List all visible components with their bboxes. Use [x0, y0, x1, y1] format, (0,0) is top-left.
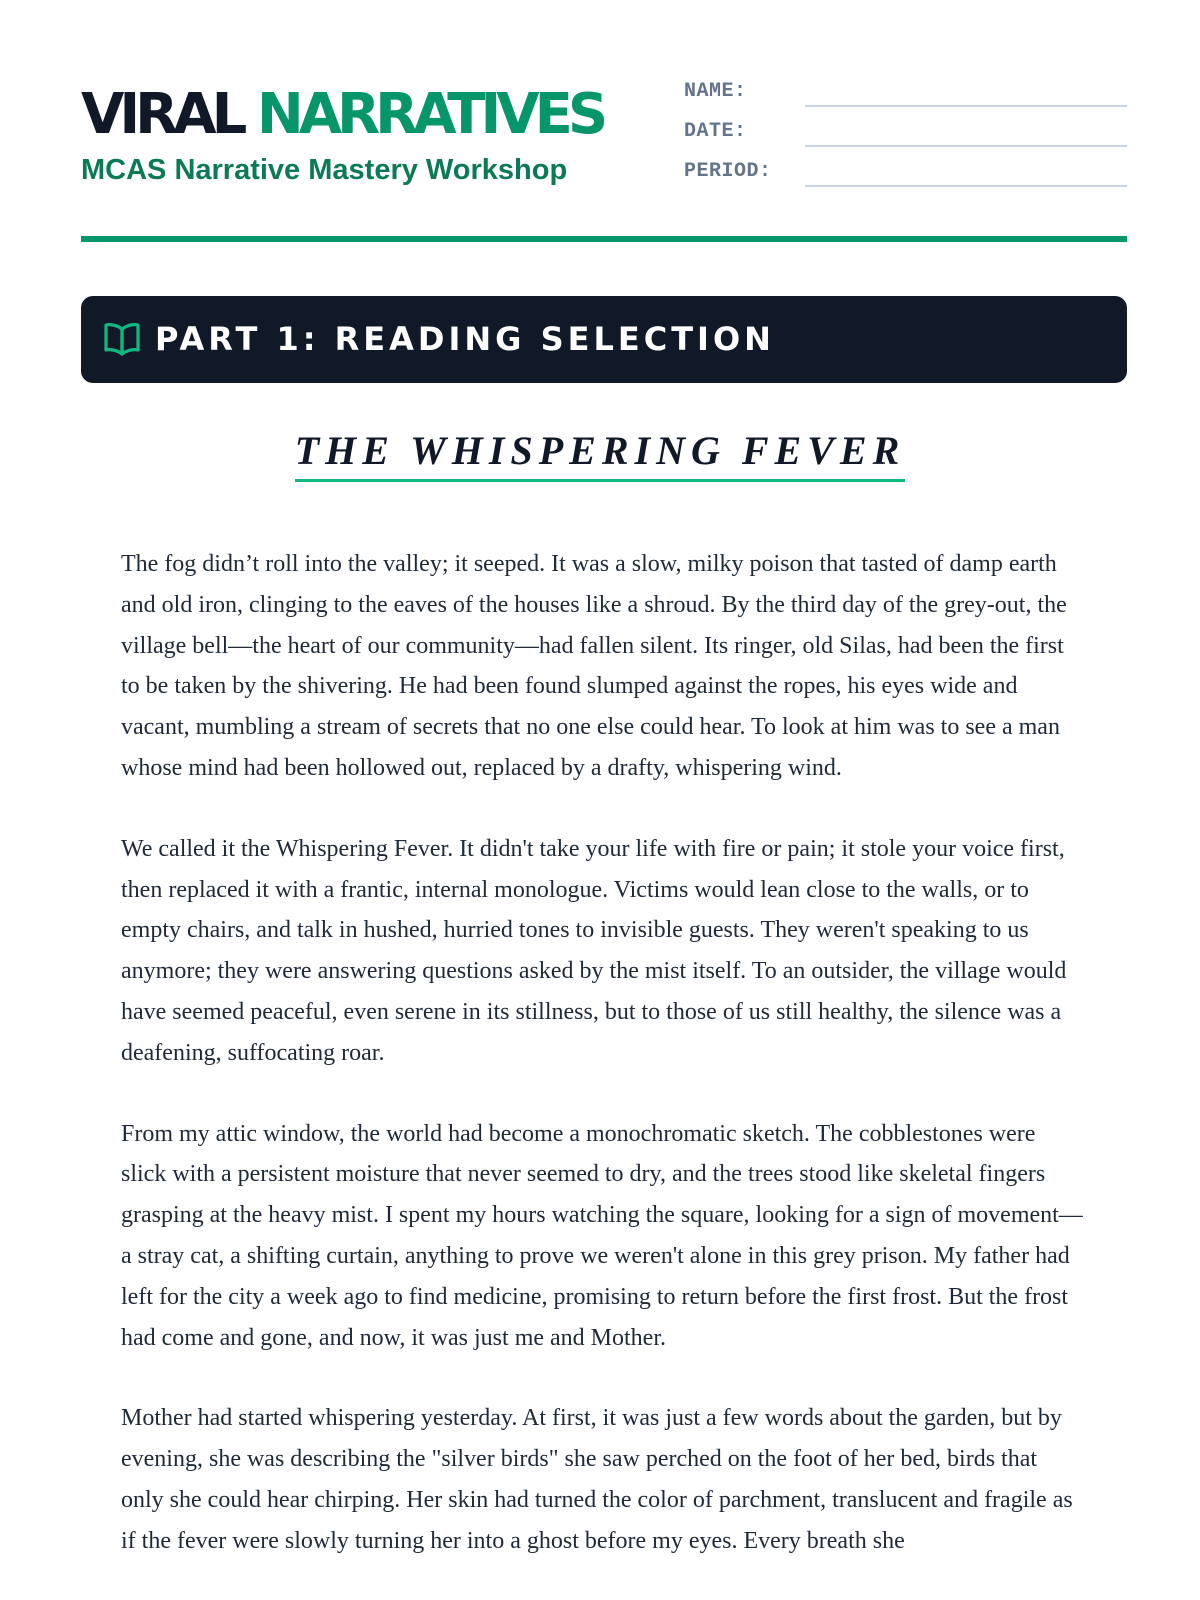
- workshop-subtitle: MCAS Narrative Mastery Workshop: [81, 154, 568, 186]
- story-paragraph: The fog didn’t roll into the valley; it seeped. It was a slow, milky poison that tasted of damp earth and old iron, clinging to the eaves of the houses like a shroud. By the third day of the grey-out, the village bell—the heart of our community—had fallen silent. Its ringer, old Silas, had been the first to be taken by the shivering. He had been found slumped against the ropes, his eyes wide and vacant, mumbling a stream of secrets that no one else could hear. To look at him was to see a man whose mind had been hollowed out, replaced by a drafty, whispering wind.: [121, 551, 1067, 781]
- student-info-fields: [684, 80, 1127, 200]
- period-write-line[interactable]: [805, 185, 1127, 187]
- date-write-line[interactable]: [805, 145, 1127, 147]
- period-field[interactable]: [684, 160, 1127, 200]
- open-book-icon: [103, 321, 141, 357]
- brand-title: [81, 84, 681, 146]
- story-body: [121, 544, 1085, 1600]
- section-banner: [81, 296, 1127, 383]
- worksheet-header: [81, 80, 1127, 190]
- story-title-wrapper: [0, 428, 1200, 482]
- brand-block: [81, 84, 681, 187]
- brand-title-word-2: NARRATIVES: [256, 82, 604, 147]
- brand-title-word-1: VIRAL: [81, 82, 243, 147]
- date-field[interactable]: [684, 120, 1127, 160]
- story-title: THE WHISPERING FEVER: [295, 428, 906, 482]
- story-paragraph: From my attic window, the world had become a monochromatic sketch. The cobblestones were slick with a persistent moisture that never seemed to dry, and the trees stood like skeletal fingers grasping at the heavy mist. I spent my hours watching the square, looking for a sign of movement—a stray cat, a shifting curtain, anything to prove we weren't alone in this grey prison. My father had left for the city a week ago to find medicine, promising to return before the first frost. But the frost had come and gone, and now, it was just me and Mother.: [121, 1120, 1083, 1351]
- name-field[interactable]: [684, 80, 1127, 120]
- name-label: NAME:: [684, 80, 747, 103]
- story-paragraph: We called it the Whispering Fever. It didn't take your life with fire or pain; it stole your voice first, then replaced it with a frantic, internal monologue. Victims would lean close to the walls, or to empty chairs, and talk in hushed, hurried tones to invisible guests. They weren't speaking to us anymore; they were answering questions asked by the mist itself. To an outsider, the village would have seemed peaceful, even serene in its stillness, but to those of us still healthy, the silence was a deafening, suffocating roar.: [121, 835, 1067, 1066]
- story-paragraph: Mother had started whispering yesterday. At first, it was just a few words about the garden, but by evening, she was describing the "silver birds" she saw perched on the foot of her bed, birds that only she could hear chirping. Her skin had turned the color of parchment, translucent and fragile as if the fever were slowly turning her into a ghost before my eyes. Every breath she: [121, 1405, 1073, 1554]
- name-write-line[interactable]: [805, 105, 1127, 107]
- header-divider: [81, 236, 1127, 242]
- period-label: PERIOD:: [684, 160, 772, 183]
- date-label: DATE:: [684, 120, 747, 143]
- section-title: PART 1: READING SELECTION: [155, 320, 775, 358]
